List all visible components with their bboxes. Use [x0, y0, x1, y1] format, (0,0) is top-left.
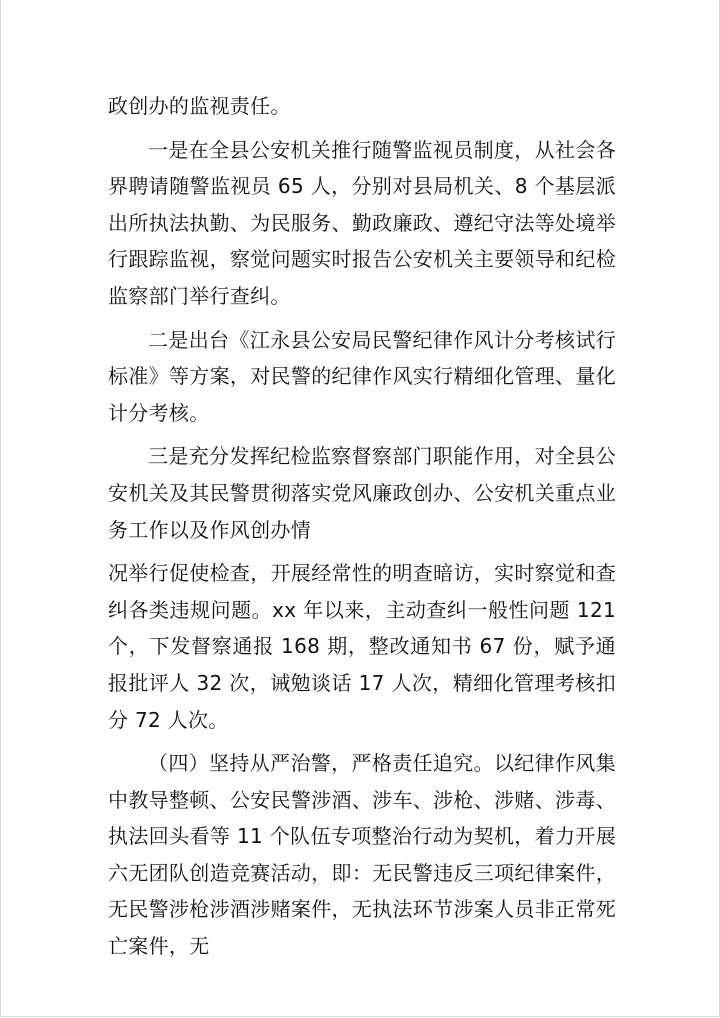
paragraph-continuation: 政创办的监视责任。 [108, 94, 291, 118]
document-body [108, 88, 616, 965]
paragraph-point-one: 一是在全县公安机关推行随警监视员制度，从社会各界聘请随警监视员 65 人，分别对县局机关、8 个基层派出所执法执勤、为民服务、勤政廉政、遵纪守法等处境举行跟踪监视，察觉问题实时报告公安机关主要领导和纪检监察部门举行查纠。 [108, 137, 616, 308]
paragraph-section-four: （四）坚持从严治警，严格责任追究。以纪律作风集中教导整顿、公安民警涉酒、涉车、涉枪、涉赌、涉毒、执法回头看等 11 个队伍专项整治行动为契机，着力开展六无团队创造竞赛活动，即：无民警违反三项纪律案件，无民警涉枪涉酒涉赌案件，无执法环节涉案人员非正常死亡案件，无 [108, 751, 616, 959]
paragraph-point-two: 二是出台《江永县公安局民警纪律作风计分考核试行标准》等方案，对民警的纪律作风实行精细化管理、量化计分考核。 [108, 327, 616, 425]
paragraph-point-three-continued: 况举行促使检查，开展经常性的明查暗访，实时察觉和查纠各类违规问题。xx 年以来，主动查纠一般性问题 121 个，下发督察通报 168 期，整改通知书 67 份，赋予通报批评人 32 次，诫勉谈话 17 人次，精细化管理考核扣分 72 人次。 [108, 561, 616, 732]
paragraph-point-three: 三是充分发挥纪检监察督察部门职能作用，对全县公安机关及其民警贯彻落实党风廉政创办、公安机关重点业务工作以及作风创办情 [108, 444, 616, 542]
